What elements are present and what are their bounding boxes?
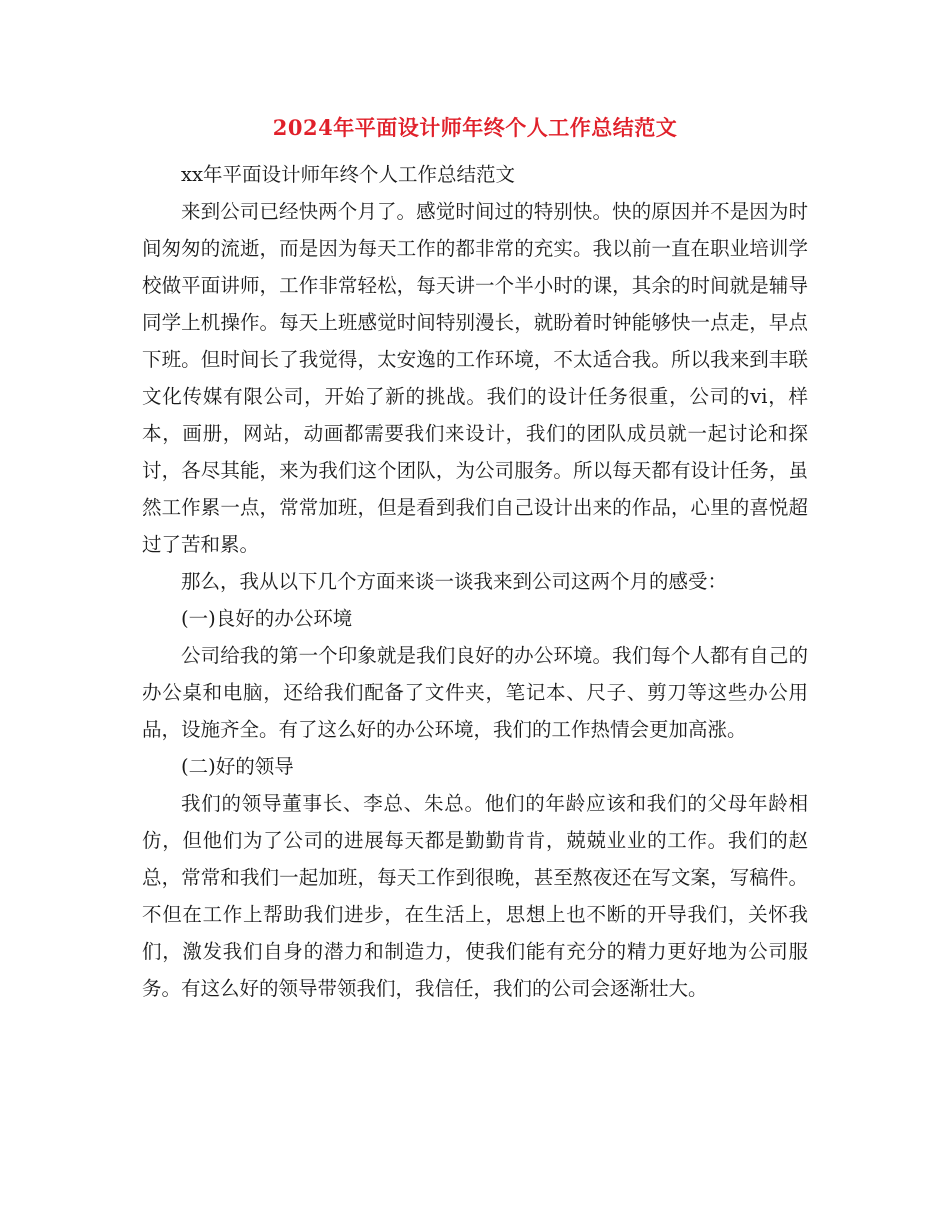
paragraph-subtitle: xx年平面设计师年终个人工作总结范文 (181, 163, 515, 186)
document-title: 2024年平面设计师年终个人工作总结范文 (272, 115, 678, 140)
section-heading-leadership: (二)好的领导 (181, 755, 294, 778)
paragraph-intro: 来到公司已经快两个月了。感觉时间过的特别快。快的原因并不是因为时间匆匆的流逝，而是因为每天工作的都非常的充实。我以前一直在职业培训学校做平面讲师，工作非常轻松，每天讲一个半小时的课，其余的时间就是辅导同学上机操作。每天上班感觉时间特别漫长，就盼着时钟能够快一点走，早点下班。但时间长了我觉得，太安逸的工作环境，不太适合我。所以我来到丰联文化传媒有限公司，开始了新的挑战。我们的设计任务很重，公司的vi，样本，画册，网站，动画都需要我们来设计，我们的团队成员就一起讨论和探讨，各尽其能，来为我们这个团队，为公司服务。所以每天都有设计任务，虽然工作累一点，常常加班，但是看到我们自己设计出来的作品，心里的喜悦超过了苦和累。 (142, 200, 808, 556)
section-heading-office: (一)良好的办公环境 (181, 607, 353, 630)
paragraph-lead-in: 那么，我从以下几个方面来谈一谈我来到公司这两个月的感受： (181, 570, 728, 593)
document-body (142, 156, 808, 1007)
paragraph-office: 公司给我的第一个印象就是我们良好的办公环境。我们每个人都有自己的办公桌和电脑，还给我们配备了文件夹，笔记本、尺子、剪刀等这些办公用品，设施齐全。有了这么好的办公环境，我们的工作热情会更加高涨。 (142, 644, 808, 741)
paragraph-leadership: 我们的领导董事长、李总、朱总。他们的年龄应该和我们的父母年龄相仿，但他们为了公司的进展每天都是勤勤肯肯，兢兢业业的工作。我们的赵总，常常和我们一起加班，每天工作到很晚，甚至熬夜还在写文案，写稿件。不但在工作上帮助我们进步，在生活上，思想上也不断的开导我们，关怀我们，激发我们自身的潜力和制造力，使我们能有充分的精力更好地为公司服务。有这么好的领导带领我们，我信任，我们的公司会逐渐壮大。 (142, 792, 808, 1000)
